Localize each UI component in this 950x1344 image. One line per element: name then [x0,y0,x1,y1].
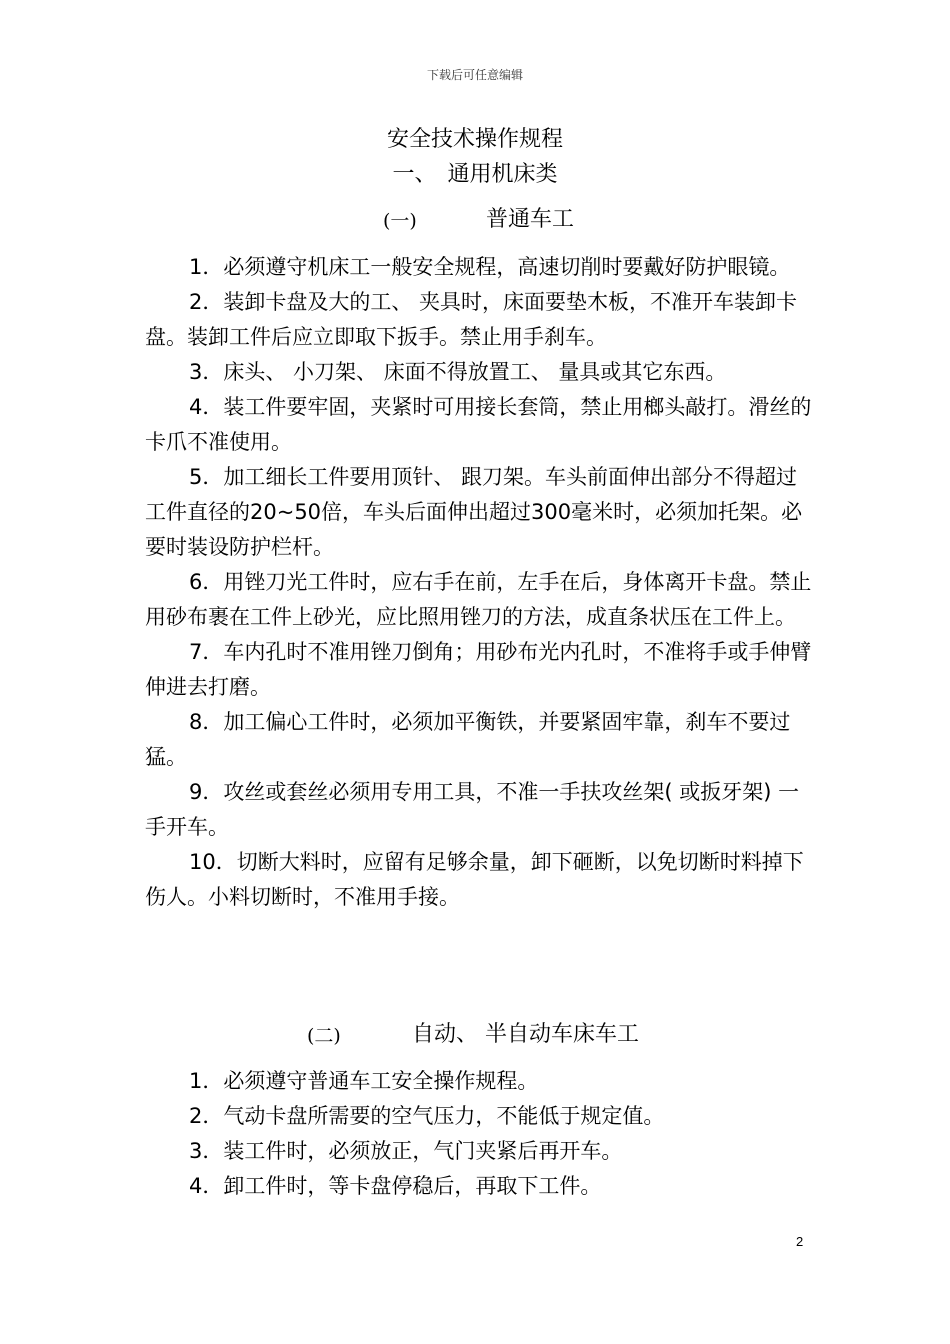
rule-paragraph: 4．卸工件时，等卡盘停稳后，再取下工件。 [189,1174,602,1198]
rule-paragraph: 2．装卸卡盘及大的工、 夹具时，床面要垫木板，不准开车装卸卡盘。装卸工件后应立即取下扳手。禁止用手刹车。 [145,290,798,349]
rule-paragraph: 4．装工件要牢固，夹紧时可用接长套筒，禁止用榔头敲打。滑丝的卡爪不准使用。 [145,395,812,454]
document-title: 安全技术操作规程 [386,127,563,152]
rule-paragraph: 5．加工细长工件要用顶针、 跟刀架。车头前面伸出部分不得超过工件直径的20~50倍，车头后面伸出超过300毫米时，必须加托架。必要时装设防护栏杆。 [145,465,803,559]
section-title: 普通车工 [486,207,575,232]
section-heading-2 [0,1017,950,1047]
section-body-1 [145,250,815,915]
rule-paragraph: 1．必须遵守机床工一般安全规程，高速切削时要戴好防护眼镜。 [189,255,791,279]
rule-paragraph: 8．加工偏心工件时，必须加平衡铁，并要紧固牢靠，刹车不要过猛。 [145,710,791,769]
section-number: (二) [307,1025,341,1047]
rule-paragraph: 2．气动卡盘所需要的空气压力，不能低于规定值。 [189,1104,665,1128]
section-title: 自动、 半自动车床车工 [412,1022,639,1047]
rule-paragraph: 10．切断大料时，应留有足够余量，卸下砸断，以免切断时料掉下伤人。小料切断时，不准用手接。 [145,850,804,909]
rule-paragraph: 9．攻丝或套丝必须用专用工具，不准一手扶攻丝架( 或扳牙架) 一手开车。 [145,780,800,839]
page-header: 下载后可任意编辑 [426,68,523,82]
section-heading-1 [0,202,950,232]
rule-paragraph: 3．装工件时，必须放正，气门夹紧后再开车。 [189,1139,623,1163]
chapter-title: 一、 通用机床类 [392,162,558,187]
rule-paragraph: 1．必须遵守普通车工安全操作规程。 [189,1069,539,1093]
rule-paragraph: 7．车内孔时不准用锉刀倒角；用砂布光内孔时，不准将手或手伸臂伸进去打磨。 [145,640,812,699]
page-number: 2 [796,1234,804,1249]
rule-paragraph: 6．用锉刀光工件时，应右手在前，左手在后，身体离开卡盘。禁止用砂布裹在工件上砂光，应比照用锉刀的方法，成直条状压在工件上。 [145,570,812,629]
rule-paragraph: 3．床头、 小刀架、 床面不得放置工、 量具或其它东西。 [189,360,727,384]
section-number: (一) [383,210,417,232]
section-body-2 [145,1064,815,1204]
